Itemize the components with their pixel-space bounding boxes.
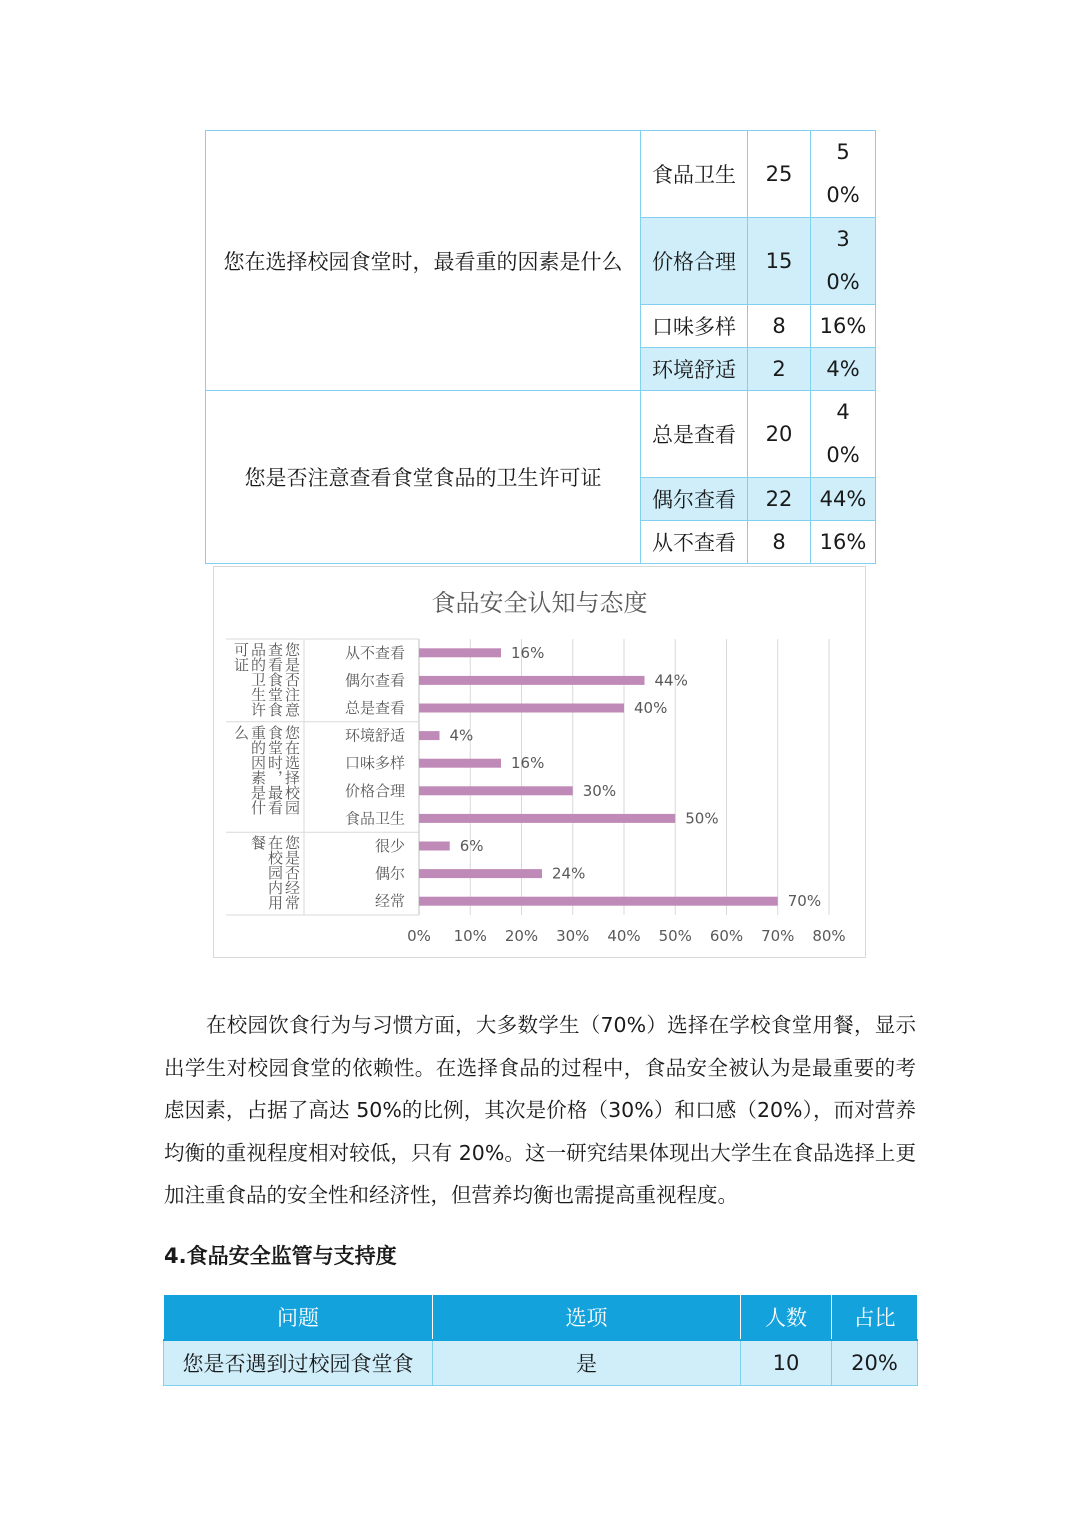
bar-chart	[213, 566, 866, 958]
chart-plot	[214, 567, 865, 957]
x-tick-label: 50%	[658, 927, 692, 945]
x-tick-label: 30%	[556, 927, 590, 945]
body-paragraph: 在校园饮食行为与习惯方面，大多数学生（70%）选择在学校食堂用餐，显示出学生对校园食堂的依赖性。在选择食品的过程中，食品安全被认为是最重要的考虑因素，占据了高达 50%的比例，其次是价格（30%）和口感（20%），而对营养均衡的重视程度相对较低，只有 20%。这一研究结果体现出大学生在食品选择上更加注重食品的安全性和经济性，但营养均衡也需提高重视程度。	[164, 1013, 916, 1207]
bar	[419, 731, 440, 740]
chart-title: 食品安全认知与态度	[431, 589, 648, 617]
data-label: 6%	[459, 837, 484, 855]
data-label: 4%	[449, 726, 474, 745]
percent-cell: 30%	[811, 218, 876, 305]
group-label: 您是否经常在校园内用餐	[249, 835, 301, 911]
question-cell: 您是否遇到过校园食堂食	[164, 1340, 433, 1386]
count-cell: 8	[748, 305, 811, 348]
header-option: 选项	[433, 1295, 741, 1341]
count-cell: 10	[741, 1340, 832, 1386]
percent-cell: 40%	[811, 391, 876, 478]
section-title: 4.食品安全监管与支持度	[164, 1244, 397, 1268]
x-tick-label: 80%	[812, 927, 846, 945]
percent-cell: 16%	[811, 521, 876, 564]
data-label: 24%	[552, 864, 586, 883]
option-cell: 价格合理	[641, 218, 748, 305]
percent-cell: 4%	[811, 348, 876, 391]
bar	[419, 897, 778, 906]
x-tick-label: 20%	[504, 927, 539, 945]
bar	[419, 814, 675, 823]
question-cell: 您是否注意查看食堂食品的卫生许可证	[206, 391, 641, 564]
count-cell: 22	[748, 478, 811, 521]
count-cell: 20	[748, 391, 811, 478]
category-label: 偶尔	[374, 864, 405, 883]
option-cell: 食品卫生	[641, 131, 748, 218]
data-label: 40%	[634, 699, 668, 717]
data-label: 16%	[511, 754, 545, 773]
x-tick-label: 0%	[407, 927, 431, 945]
count-cell: 25	[748, 131, 811, 218]
category-label: 经常	[374, 892, 405, 911]
count-cell: 2	[748, 348, 811, 391]
data-label: 16%	[511, 643, 545, 662]
bar	[419, 786, 573, 795]
option-cell: 是	[433, 1340, 741, 1386]
group-label: 您是否注意查看食堂食品的卫生许可证	[232, 642, 301, 717]
count-cell: 15	[748, 218, 811, 305]
percent-cell: 50%	[811, 131, 876, 218]
header-percent: 占比	[832, 1295, 918, 1341]
support-table	[163, 1294, 918, 1386]
data-label: 30%	[582, 781, 617, 800]
data-label: 50%	[685, 809, 719, 828]
option-cell: 总是查看	[641, 391, 748, 478]
question-cell: 您在选择校园食堂时，最看重的因素是什么	[206, 131, 641, 391]
count-cell: 8	[748, 521, 811, 564]
option-cell: 环境舒适	[641, 348, 748, 391]
data-label: 44%	[654, 671, 688, 690]
bar	[419, 648, 501, 657]
header-count: 人数	[741, 1295, 832, 1341]
x-tick-label: 70%	[761, 927, 795, 945]
category-label: 食品卫生	[344, 809, 405, 828]
category-label: 偶尔查看	[344, 671, 405, 690]
percent-cell: 20%	[832, 1340, 918, 1386]
x-tick-label: 60%	[709, 927, 744, 945]
x-tick-label: 10%	[453, 927, 487, 945]
group-label: 您在选择校园食堂时，最看重的因素是什么	[232, 724, 301, 815]
option-cell: 口味多样	[641, 305, 748, 348]
category-label: 很少	[374, 837, 405, 855]
option-cell: 从不查看	[641, 521, 748, 564]
data-label: 70%	[787, 892, 822, 911]
category-label: 口味多样	[344, 754, 405, 773]
bar	[419, 676, 645, 685]
header-question: 问题	[164, 1295, 433, 1341]
survey-table	[205, 130, 876, 564]
bar	[419, 842, 450, 851]
bar	[419, 869, 542, 878]
percent-cell: 16%	[811, 305, 876, 348]
x-tick-label: 40%	[607, 927, 641, 945]
table-row	[164, 1340, 918, 1386]
category-label: 从不查看	[344, 643, 405, 662]
bar	[419, 704, 624, 713]
bar	[419, 759, 501, 768]
category-label: 环境舒适	[344, 726, 405, 745]
option-cell: 偶尔查看	[641, 478, 748, 521]
percent-cell: 44%	[811, 478, 876, 521]
category-label: 总是查看	[344, 699, 405, 717]
category-label: 价格合理	[344, 781, 405, 800]
